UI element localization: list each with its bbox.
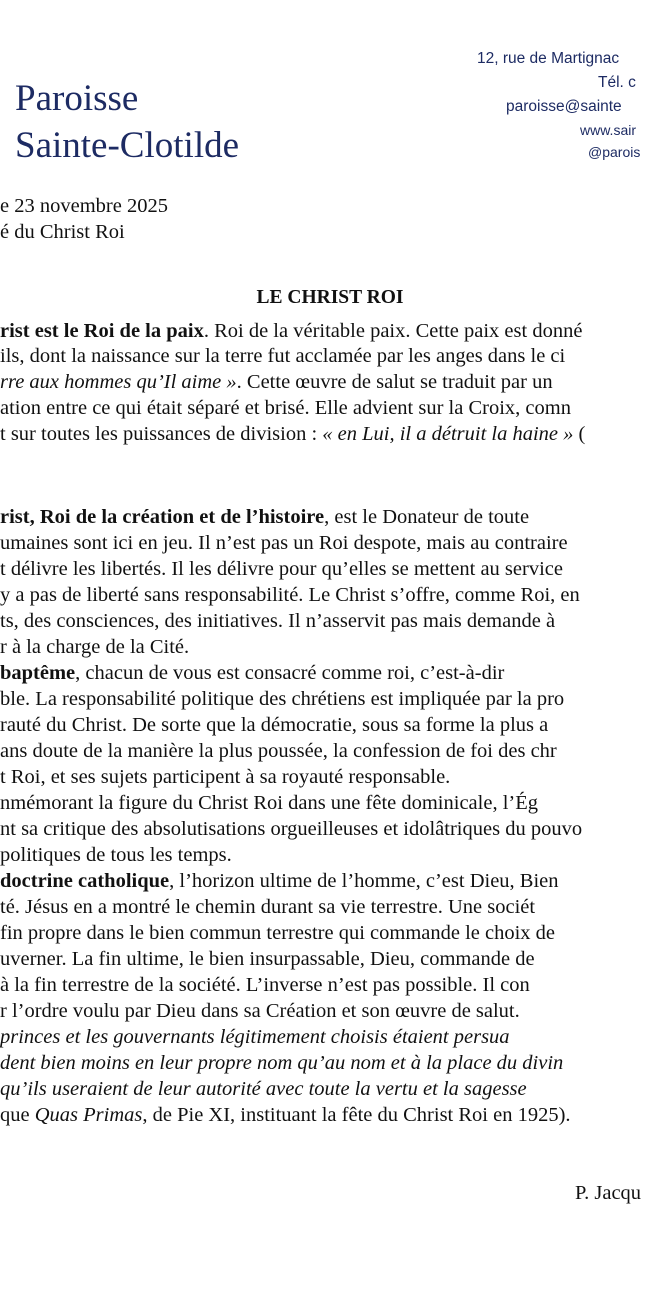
text: ( bbox=[573, 423, 586, 445]
body-line bbox=[0, 819, 582, 840]
signature: P. Jacqu bbox=[575, 1182, 642, 1204]
contact-address: 12, rue de Martignac bbox=[477, 50, 620, 67]
italic-text: Quas Primas bbox=[34, 1104, 143, 1126]
text: umaines sont ici en jeu. Il n’est pas un Roi despote, mais au contraire bbox=[0, 532, 568, 554]
body-line bbox=[0, 845, 232, 866]
text: ils, dont la naissance sur la terre fut acclamée par les anges dans le ci bbox=[0, 345, 566, 367]
article-title: LE CHRIST ROI bbox=[256, 287, 404, 308]
body-line bbox=[0, 767, 450, 788]
text: nt sa critique des absolutisations orgueilleuses et idolâtriques du pouvo bbox=[0, 818, 583, 840]
body-line bbox=[0, 715, 548, 736]
italic-text: qu’ils useraient de leur autorité avec toute la vertu et la sagesse bbox=[0, 1078, 527, 1100]
body-line bbox=[0, 741, 557, 762]
body-line bbox=[0, 975, 530, 996]
text: ble. La responsabilité politique des chrétiens est impliquée par la pro bbox=[0, 688, 565, 710]
text: , l’horizon ultime de l’homme, c’est Dieu, Bien bbox=[169, 870, 559, 892]
text: y a pas de liberté sans responsabilité. Le Christ s’offre, comme Roi, en bbox=[0, 584, 580, 606]
italic-text: « en Lui, il a détruit la haine » bbox=[322, 423, 574, 445]
text: . Roi de la véritable paix. Cette paix est donné bbox=[203, 320, 583, 342]
body-line bbox=[0, 346, 565, 367]
contact-social[interactable]: @parois bbox=[588, 144, 641, 160]
contact-phone: Tél. c bbox=[598, 74, 636, 91]
body-line bbox=[0, 949, 535, 970]
bold-text: doctrine catholique bbox=[0, 870, 170, 892]
body-line bbox=[0, 559, 563, 580]
text: r à la charge de la Cité. bbox=[0, 636, 190, 658]
text: ation entre ce qui était séparé et brisé. Elle advient sur la Croix, comn bbox=[0, 397, 571, 419]
bold-text: rist, Roi de la création et de l’histoire bbox=[0, 506, 325, 528]
italic-text: rre aux hommes qu’Il aime » bbox=[0, 371, 237, 393]
body-line bbox=[0, 424, 585, 445]
date-line: e 23 novembre 2025 bbox=[0, 195, 168, 217]
body-line bbox=[0, 1027, 510, 1048]
text: t délivre les libertés. Il les délivre pour qu’elles se mettent au service bbox=[0, 558, 563, 580]
body-line bbox=[0, 1105, 571, 1126]
text: que bbox=[0, 1104, 35, 1126]
body-line bbox=[0, 533, 568, 554]
feast-line: é du Christ Roi bbox=[0, 221, 125, 243]
italic-text: dent bien moins en leur propre nom qu’au nom et à la place du divin bbox=[0, 1052, 564, 1074]
body-line bbox=[0, 398, 571, 419]
body-line bbox=[0, 663, 504, 684]
body-line bbox=[0, 637, 189, 658]
text: uverner. La fin ultime, le bien insurpassable, Dieu, commande de bbox=[0, 948, 535, 970]
text: , chacun de vous est consacré comme roi, c’est-à-dir bbox=[75, 662, 505, 684]
body-line bbox=[0, 1053, 563, 1074]
text: politiques de tous les temps. bbox=[0, 844, 232, 866]
body-line bbox=[0, 585, 580, 606]
italic-text: princes et les gouvernants légitimement choisis étaient persua bbox=[0, 1026, 510, 1048]
body-line bbox=[0, 689, 564, 710]
body-line bbox=[0, 1001, 520, 1022]
text: nmémorant la figure du Christ Roi dans une fête dominicale, l’Ég bbox=[0, 792, 538, 814]
parish-name-line1: Paroisse bbox=[15, 78, 139, 119]
text: t Roi, et ses sujets participent à sa royauté responsable. bbox=[0, 766, 451, 788]
text: à la fin terrestre de la société. L’inverse n’est pas possible. Il con bbox=[0, 974, 530, 996]
contact-website[interactable]: www.sair bbox=[580, 122, 637, 138]
text: fin propre dans le bien commun terrestre qui commande le choix de bbox=[0, 922, 556, 944]
body-line bbox=[0, 1079, 527, 1100]
body-line bbox=[0, 793, 538, 814]
text: . Cette œuvre de salut se traduit par un bbox=[236, 371, 553, 393]
contact-email[interactable]: paroisse@sainte bbox=[506, 98, 622, 115]
text: ts, des consciences, des initiatives. Il n’asservit pas mais demande à bbox=[0, 610, 556, 632]
text: t sur toutes les puissances de division : bbox=[0, 423, 323, 445]
body-line bbox=[0, 897, 535, 918]
body-line bbox=[0, 611, 555, 632]
bold-text: rist est le Roi de la paix bbox=[0, 320, 204, 342]
body-line bbox=[0, 507, 529, 528]
text: , de Pie XI, instituant la fête du Christ Roi en 1925). bbox=[142, 1104, 571, 1126]
text: té. Jésus en a montré le chemin durant sa vie terrestre. Une sociét bbox=[0, 896, 536, 918]
body-line bbox=[0, 372, 553, 393]
body-line bbox=[0, 871, 559, 892]
text: ans doute de la manière la plus poussée, la confession de foi des chr bbox=[0, 740, 557, 762]
text: rauté du Christ. De sorte que la démocratie, sous sa forme la plus a bbox=[0, 714, 549, 736]
text: , est le Donateur de toute bbox=[324, 506, 530, 528]
body-line bbox=[0, 321, 582, 342]
body-line bbox=[0, 923, 555, 944]
bold-text: baptême bbox=[0, 662, 76, 684]
text: r l’ordre voulu par Dieu dans sa Création et son œuvre de salut. bbox=[0, 1000, 520, 1022]
parish-name-line2: Sainte-Clotilde bbox=[15, 125, 240, 166]
